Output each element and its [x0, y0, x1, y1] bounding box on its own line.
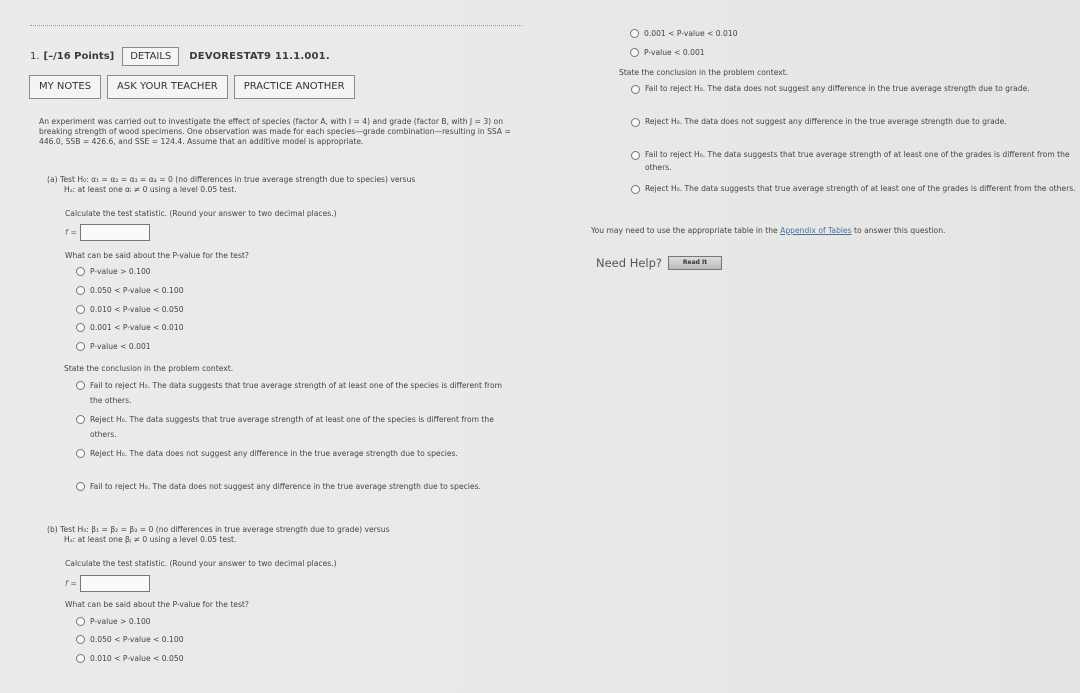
- question-code: DEVORESTAT9 11.1.001.: [189, 51, 330, 62]
- question-toolbar: [29, 75, 361, 99]
- part-a-f-label: f =: [65, 228, 78, 237]
- radio-button[interactable]: [76, 415, 85, 424]
- part-a-conclusion-option-4[interactable]: Fail to reject H₀. The data does not suggest any difference in the true average strength due to species.: [76, 479, 516, 494]
- radio-button[interactable]: [76, 305, 85, 314]
- ask-teacher-button[interactable]: ASK YOUR TEACHER: [107, 75, 228, 99]
- part-b-f-input[interactable]: [80, 575, 150, 592]
- part-b-pvalue-option-1[interactable]: P-value > 0.100: [76, 616, 151, 627]
- part-b-conclusion-option-4[interactable]: Reject H₀. The data suggests that true average strength of at least one of the grades is different from the others.: [631, 182, 1076, 195]
- part-b-conclusion-prompt: State the conclusion in the problem context.: [619, 68, 789, 77]
- part-a-conclusion-option-2[interactable]: Reject H₀. The data suggests that true average strength of at least one of the species is different from the others.: [76, 412, 516, 442]
- points-label: [–/16 Points]: [43, 51, 115, 62]
- part-b-test-line2: Hₐ: at least one βⱼ ≠ 0 using a level 0.05 test.: [64, 535, 237, 544]
- appendix-note: You may need to use the appropriate table in the Appendix of Tables to answer this question.: [591, 226, 946, 235]
- part-b-f-row: [65, 575, 150, 592]
- part-a-pvalue-option-4[interactable]: 0.001 < P-value < 0.010: [76, 322, 184, 333]
- part-a-conclusion-prompt: State the conclusion in the problem context.: [64, 364, 234, 373]
- radio-button[interactable]: [631, 118, 640, 127]
- radio-button[interactable]: [76, 323, 85, 332]
- my-notes-button[interactable]: MY NOTES: [29, 75, 101, 99]
- radio-button[interactable]: [631, 85, 640, 94]
- part-a-pvalue-option-1[interactable]: P-value > 0.100: [76, 266, 151, 277]
- part-a-test: [47, 175, 415, 195]
- part-b-conclusion-option-3[interactable]: Fail to reject H₀. The data suggests that true average strength of at least one of the grades is different from the others.: [631, 148, 1075, 174]
- radio-button[interactable]: [76, 449, 85, 458]
- part-a-conclusion-option-3[interactable]: Reject H₀. The data does not suggest any difference in the true average strength due to species.: [76, 446, 516, 461]
- radio-button[interactable]: [630, 29, 639, 38]
- part-b-conclusion-option-1[interactable]: Fail to reject H₀. The data does not suggest any difference in the true average strength due to grade.: [631, 82, 1030, 95]
- appendix-link[interactable]: Appendix of Tables: [780, 226, 852, 235]
- part-b-pvalue-prompt: What can be said about the P-value for the test?: [65, 600, 249, 609]
- part-a-calc-prompt: Calculate the test statistic. (Round your answer to two decimal places.): [65, 209, 337, 218]
- radio-button[interactable]: [76, 381, 85, 390]
- radio-button[interactable]: [76, 267, 85, 276]
- part-a-conclusion-option-1[interactable]: Fail to reject H₀. The data suggests that true average strength of at least one of the species is different from the others.: [76, 378, 516, 408]
- part-a-f-row: [65, 224, 150, 241]
- part-b-pvalue-option-5[interactable]: P-value < 0.001: [630, 47, 705, 58]
- part-a-pvalue-option-2[interactable]: 0.050 < P-value < 0.100: [76, 285, 184, 296]
- radio-button[interactable]: [630, 48, 639, 57]
- need-help: [596, 256, 722, 270]
- part-b-pvalue-option-3[interactable]: 0.010 < P-value < 0.050: [76, 653, 184, 664]
- part-a-pvalue-option-5[interactable]: P-value < 0.001: [76, 341, 151, 352]
- radio-button[interactable]: [631, 185, 640, 194]
- part-b-f-label: f =: [65, 579, 78, 588]
- part-a-pvalue-prompt: What can be said about the P-value for the test?: [65, 251, 249, 260]
- radio-button[interactable]: [76, 342, 85, 351]
- part-a-test-line1: (a) Test H₀: α₁ = α₂ = α₃ = α₄ = 0 (no differences in true average strength due to species) versus: [47, 175, 416, 184]
- practice-another-button[interactable]: PRACTICE ANOTHER: [234, 75, 355, 99]
- part-b-pvalue-option-4[interactable]: 0.001 < P-value < 0.010: [630, 28, 738, 39]
- radio-button[interactable]: [76, 482, 85, 491]
- part-b-test-line1: (b) Test H₀: β₁ = β₂ = β₃ = 0 (no differences in true average strength due to grade) versus: [47, 525, 390, 534]
- part-b-conclusion-option-2[interactable]: Reject H₀. The data does not suggest any difference in the true average strength due to grade.: [631, 115, 1007, 128]
- radio-button[interactable]: [631, 151, 640, 160]
- question-number: 1.: [30, 51, 40, 62]
- part-b-calc-prompt: Calculate the test statistic. (Round your answer to two decimal places.): [65, 559, 337, 568]
- radio-button[interactable]: [76, 635, 85, 644]
- part-b-pvalue-option-2[interactable]: 0.050 < P-value < 0.100: [76, 634, 184, 645]
- part-a-pvalue-option-3[interactable]: 0.010 < P-value < 0.050: [76, 304, 184, 315]
- radio-button[interactable]: [76, 654, 85, 663]
- read-it-button[interactable]: Read It: [668, 256, 722, 270]
- part-a-test-line2: Hₐ: at least one αᵢ ≠ 0 using a level 0.05 test.: [64, 185, 237, 194]
- question-header: [30, 47, 330, 66]
- part-a-f-input[interactable]: [80, 224, 150, 241]
- details-button[interactable]: DETAILS: [122, 47, 179, 66]
- part-b-test: [47, 525, 390, 545]
- need-help-label: Need Help?: [596, 256, 663, 270]
- divider: [30, 25, 522, 26]
- radio-button[interactable]: [76, 617, 85, 626]
- problem-statement: An experiment was carried out to investigate the effect of species (factor A, with I = 4) and grade (factor B, with J = 3) on breaking strength of wood specimens. One observation was made for each species—grade combination—resulting in SSA = 446.0, SSB = 426.6, and SSE = 124.4. Assume that an additive model is appropriate.: [39, 117, 511, 146]
- radio-button[interactable]: [76, 286, 85, 295]
